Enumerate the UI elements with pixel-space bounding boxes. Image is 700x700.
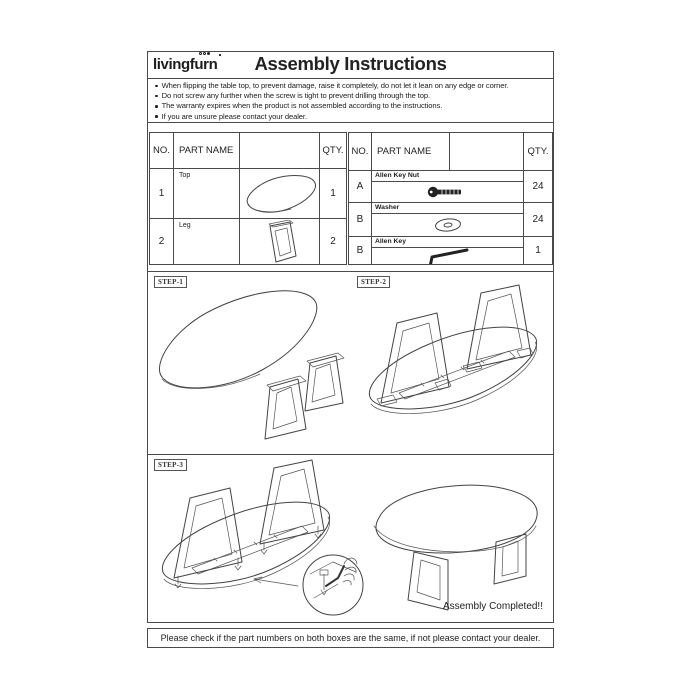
warning-list bbox=[148, 78, 553, 123]
warning-text: Do not screw any further when the screw is tight to prevent drilling through the top. bbox=[161, 91, 430, 101]
step-2-panel bbox=[351, 271, 553, 454]
allen-bolt-drawing bbox=[372, 182, 523, 202]
part-name: Top bbox=[174, 169, 240, 219]
instruction-page bbox=[147, 51, 554, 623]
washer-drawing bbox=[372, 214, 523, 236]
part-no: 1 bbox=[150, 169, 174, 219]
col-header-part-name: PART NAME bbox=[372, 133, 450, 170]
part-qty: 1 bbox=[320, 169, 346, 219]
bullet-icon bbox=[155, 85, 158, 88]
hardware-cell bbox=[372, 237, 524, 264]
col-header-no: NO. bbox=[349, 133, 372, 171]
parts-section bbox=[148, 123, 553, 272]
parts-table-hardware bbox=[348, 132, 553, 265]
page-title: Assembly Instructions bbox=[254, 53, 447, 74]
part-qty: 2 bbox=[330, 236, 336, 247]
part-name: Washer bbox=[372, 203, 523, 214]
part-qty: 24 bbox=[524, 171, 552, 203]
step-1-label: STEP-1 bbox=[154, 276, 187, 288]
footer-note: Please check if the part numbers on both boxes are the same, if not please contact your dealer. bbox=[147, 628, 554, 648]
bullet-icon bbox=[155, 95, 158, 98]
allen-key-drawing bbox=[372, 248, 523, 264]
warning-text: The warranty expires when the product is not assembled according to the instructions. bbox=[161, 101, 443, 111]
warning-text: When flipping the table top, to prevent damage, raise it completely, do not let it lean on any edge or corner. bbox=[161, 81, 509, 90]
part-no: B bbox=[349, 203, 372, 237]
hardware-cell bbox=[372, 203, 524, 237]
col-header-part-name: PART NAME bbox=[174, 133, 240, 169]
bullet-icon bbox=[155, 105, 158, 108]
part-qty: 24 bbox=[524, 203, 552, 237]
brand-logo-text: livingfurn bbox=[153, 56, 218, 73]
bullet-icon bbox=[155, 115, 158, 118]
step-3-illustration bbox=[148, 454, 553, 624]
step-1-panel bbox=[148, 271, 351, 454]
col-header-part-name-group bbox=[372, 133, 524, 171]
col-header-image bbox=[240, 133, 320, 169]
col-header-qty: QTY. bbox=[320, 133, 346, 169]
hardware-cell bbox=[372, 171, 524, 203]
header bbox=[148, 52, 553, 79]
part-qty: 1 bbox=[535, 245, 541, 256]
warning-item bbox=[154, 91, 548, 101]
step-3-label: STEP-3 bbox=[154, 459, 187, 471]
table-top-drawing bbox=[240, 169, 320, 219]
step-2-label: STEP-2 bbox=[357, 276, 390, 288]
col-header-spacer bbox=[450, 133, 523, 170]
step-3-panel bbox=[148, 454, 553, 624]
steps-row bbox=[148, 271, 553, 455]
assembly-completed-note: Assembly Completed!! bbox=[442, 601, 543, 612]
table-leg-icon bbox=[258, 220, 302, 264]
step-1-illustration bbox=[148, 271, 351, 454]
warning-text: If you are unsure please contact your dealer. bbox=[161, 111, 307, 121]
part-name: Leg bbox=[174, 219, 240, 264]
part-no: A bbox=[349, 171, 372, 203]
warning-item bbox=[154, 81, 548, 91]
allen-bolt-icon bbox=[423, 184, 473, 200]
col-header-qty: QTY. bbox=[524, 133, 552, 171]
table-top-icon bbox=[241, 172, 319, 216]
parts-table-main bbox=[149, 132, 347, 265]
warning-item bbox=[154, 112, 548, 122]
part-no: 2 bbox=[150, 219, 174, 264]
washer-icon bbox=[430, 216, 466, 234]
allen-key-icon bbox=[419, 248, 477, 264]
part-name: Allen Key Nut bbox=[372, 171, 523, 182]
step-2-illustration bbox=[351, 271, 555, 454]
part-name: Allen Key bbox=[372, 237, 523, 248]
table-leg-drawing bbox=[240, 219, 320, 264]
warning-item bbox=[154, 101, 548, 111]
col-header-no: NO. bbox=[150, 133, 174, 169]
part-no: B bbox=[349, 237, 372, 264]
